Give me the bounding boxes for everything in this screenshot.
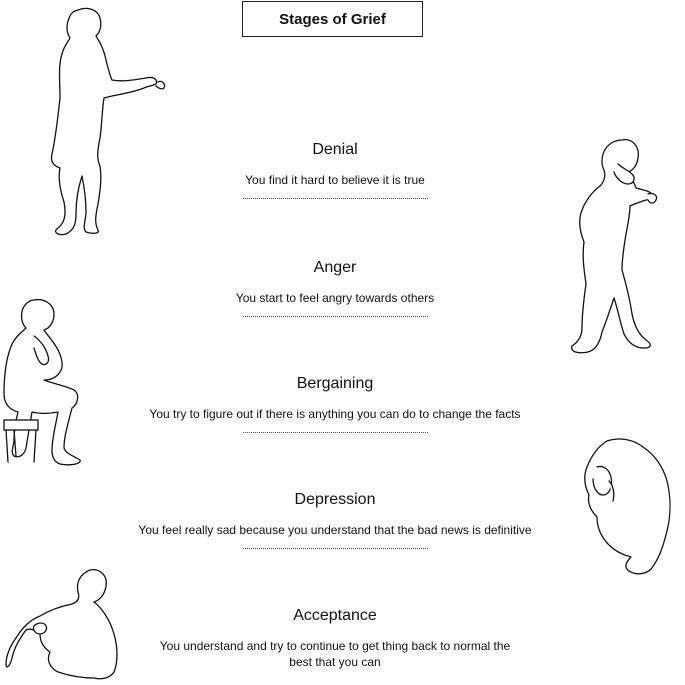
- sitting-person-hugging-knees-icon: [6, 568, 136, 684]
- stage-acceptance: [150, 606, 520, 670]
- standing-woman-gesturing-icon: [38, 6, 168, 241]
- stage-bargaining-description: You try to figure out if there is anything you can do to change the facts: [149, 407, 521, 421]
- seated-man-thinking-icon: [0, 296, 84, 468]
- stage-anger-description: You start to feel angry towards others: [235, 291, 435, 305]
- stage-anger-name: Anger: [313, 259, 357, 276]
- stage-depression-name: Depression: [294, 491, 376, 508]
- standing-man-hand-to-face-icon: [560, 138, 670, 360]
- stage-bargaining-name: Bergaining: [296, 375, 374, 392]
- stage-depression: [130, 490, 540, 549]
- stage-denial: [130, 140, 540, 199]
- stage-denial-name: Denial: [312, 141, 358, 158]
- stage-bargaining: [130, 374, 540, 433]
- stage-bargaining-dotted-line: [243, 432, 428, 433]
- stage-acceptance-description: You understand and try to continue to get thing back to normal the best that you can: [159, 639, 511, 669]
- stage-anger-dotted-line: [243, 316, 428, 317]
- stage-acceptance-name: Acceptance: [293, 607, 377, 624]
- stage-denial-dotted-line: [243, 198, 428, 199]
- stage-depression-description: You feel really sad because you understand that the bad news is definitive: [138, 523, 532, 537]
- stage-depression-dotted-line: [243, 548, 428, 549]
- stage-denial-description: You find it hard to believe it is true: [245, 173, 425, 187]
- stage-anger: [130, 258, 540, 317]
- diagram-title: Stages of Grief: [242, 1, 423, 37]
- crouching-person-head-in-hands-icon: [583, 437, 673, 577]
